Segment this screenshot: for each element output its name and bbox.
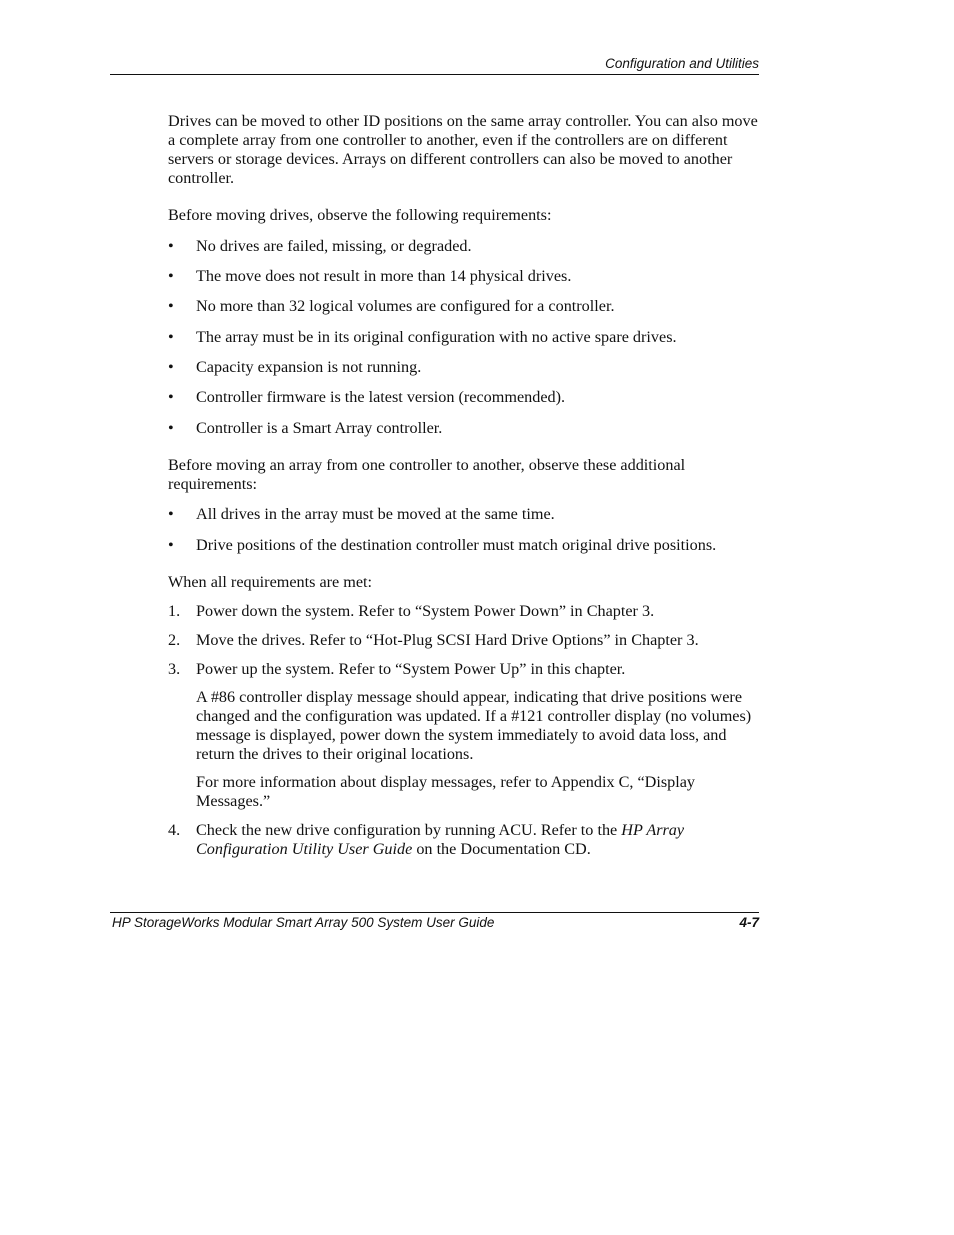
step-note: For more information about display messages, refer to Appendix C, “Display Messages.” bbox=[196, 772, 696, 810]
footer-rule bbox=[110, 912, 759, 913]
bullet-icon: • bbox=[168, 297, 174, 316]
list-item: • The move does not result in more than 14 physical drives. bbox=[168, 266, 572, 285]
list-item: • No drives are failed, missing, or degraded. bbox=[168, 236, 472, 255]
bullet-icon: • bbox=[168, 505, 174, 524]
page-number: 4-7 bbox=[739, 915, 759, 930]
list-item: • Drive positions of the destination controller must match original drive positions. bbox=[168, 535, 717, 554]
list-item: • All drives in the array must be moved at the same time. bbox=[168, 505, 555, 524]
step-number: 4. bbox=[168, 820, 181, 839]
guide-reference: HP Array Configuration Utility User Guide bbox=[196, 820, 685, 858]
step-item bbox=[168, 602, 763, 621]
additional-requirements-lead: Before moving an array from one controller to another, observe these additional requirements: bbox=[168, 455, 686, 493]
bullet-icon: • bbox=[168, 327, 174, 346]
step-number: 2. bbox=[168, 630, 181, 649]
step-text: Check the new drive configuration by running ACU. Refer to the bbox=[196, 820, 622, 839]
header-rule bbox=[110, 74, 759, 75]
footer-guide-title: HP StorageWorks Modular Smart Array 500 System User Guide bbox=[112, 915, 495, 930]
steps-lead: When all requirements are met: bbox=[168, 572, 373, 591]
step-text: on the Documentation CD. bbox=[412, 839, 591, 858]
list-item: • Controller firmware is the latest version (recommended). bbox=[168, 388, 566, 407]
step-text: Power up the system. Refer to “System Power Up” in this chapter. bbox=[196, 659, 626, 678]
running-header: Configuration and Utilities bbox=[605, 56, 759, 71]
step-item bbox=[168, 631, 763, 650]
list-item: • The array must be in its original configuration with no active spare drives. bbox=[168, 327, 677, 346]
step-text: Power down the system. Refer to “System Power Down” in Chapter 3. bbox=[196, 601, 655, 620]
list-item: • Controller is a Smart Array controller. bbox=[168, 418, 443, 437]
bullet-icon: • bbox=[168, 236, 174, 255]
list-item: • Capacity expansion is not running. bbox=[168, 358, 422, 377]
step-item bbox=[168, 660, 763, 811]
step-number: 3. bbox=[168, 659, 181, 678]
step-item bbox=[168, 821, 763, 859]
steps-list bbox=[168, 602, 763, 859]
requirements-lead: Before moving drives, observe the following requirements: bbox=[168, 206, 552, 224]
bullet-icon: • bbox=[168, 418, 174, 437]
additional-requirements-list bbox=[168, 505, 763, 554]
step-note: A #86 controller display message should appear, indicating that drive positions were changed and the configuration was updated. If a #121 controller display (no volumes) message is displayed, power down the system immediately to avoid data loss, and return the drives to their original locations. bbox=[196, 687, 752, 763]
requirements-list bbox=[168, 237, 763, 438]
bullet-icon: • bbox=[168, 388, 174, 407]
intro-paragraph: Drives can be moved to other ID positions on the same array controller. You can also move a complete array from one controller to another, even if the controllers are on different servers or storage devices. Arrays on different controllers can also be moved to another controller. bbox=[168, 112, 758, 187]
page-body bbox=[168, 112, 763, 869]
step-number: 1. bbox=[168, 601, 181, 620]
list-item: • No more than 32 logical volumes are configured for a controller. bbox=[168, 297, 615, 316]
bullet-icon: • bbox=[168, 535, 174, 554]
bullet-icon: • bbox=[168, 358, 174, 377]
step-text: Move the drives. Refer to “Hot-Plug SCSI Hard Drive Options” in Chapter 3. bbox=[196, 630, 699, 649]
bullet-icon: • bbox=[168, 266, 174, 285]
